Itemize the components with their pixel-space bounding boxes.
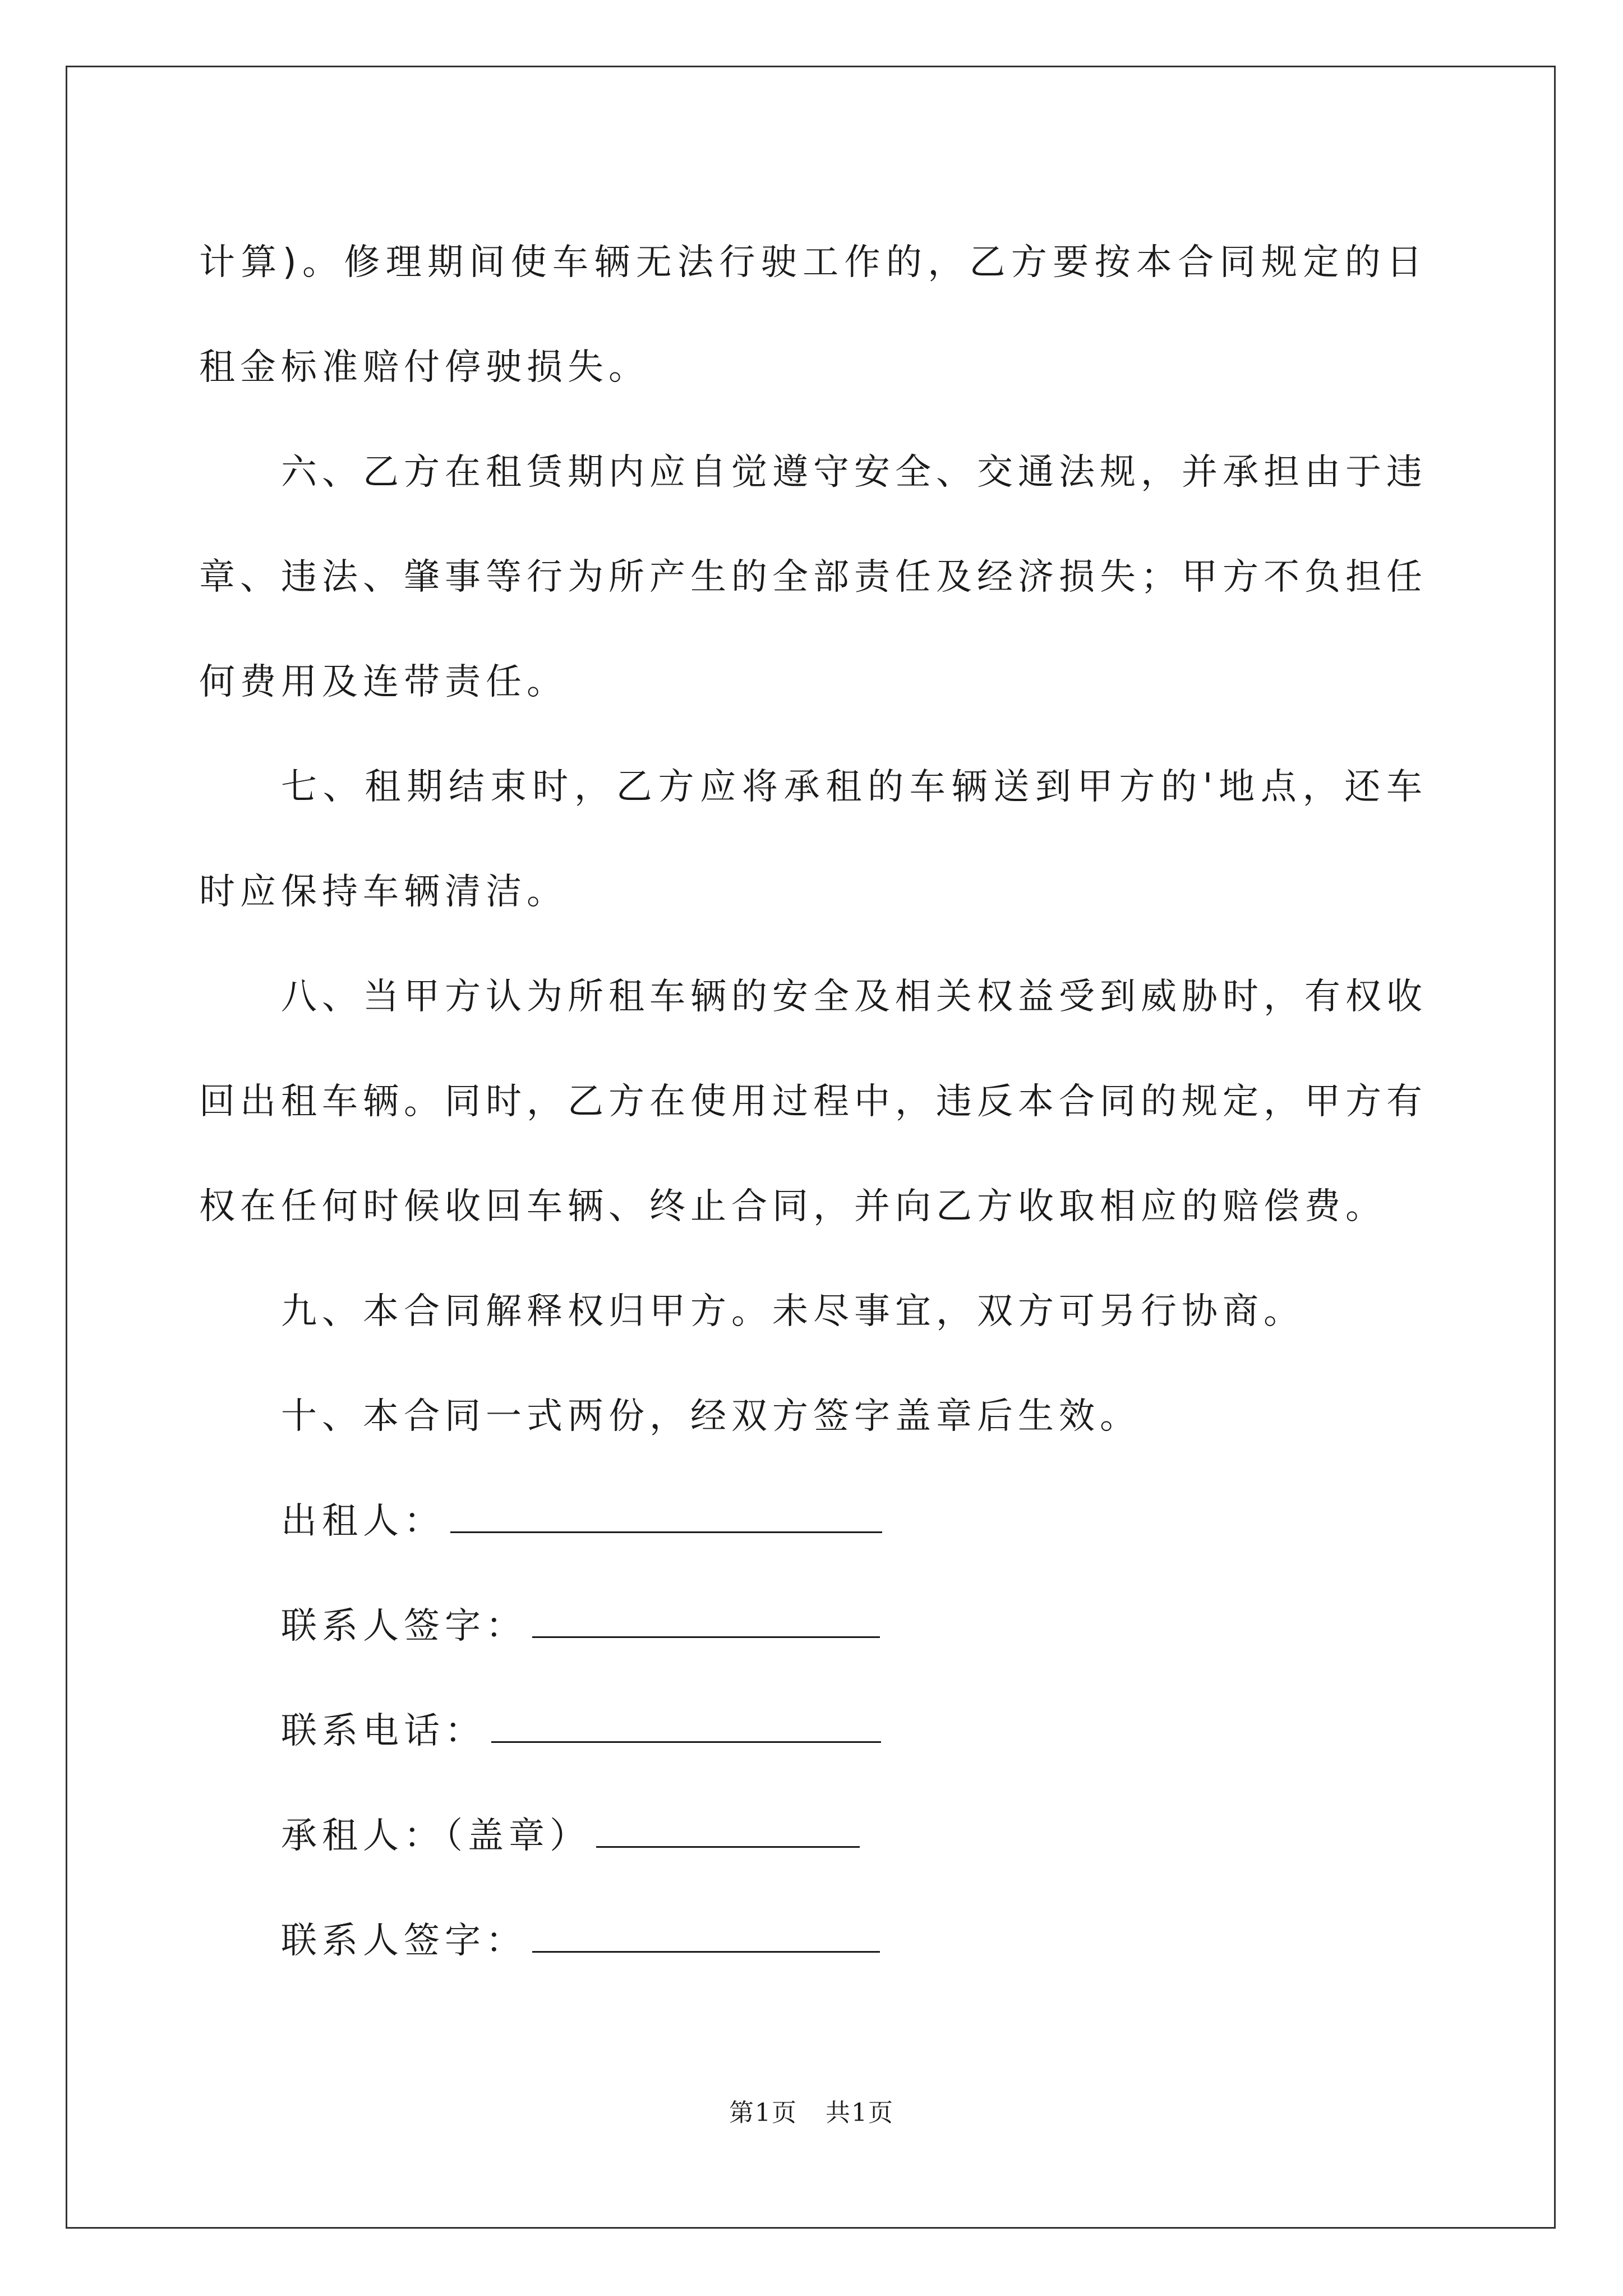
signature-blank[interactable]: [450, 1526, 882, 1533]
signature-label: 联系人签字：: [281, 1920, 527, 1962]
document-body: [199, 210, 1427, 1994]
signature-line-phone: [199, 1679, 1427, 1784]
signature-blank[interactable]: [532, 1631, 880, 1638]
signature-line-lessor: [199, 1469, 1427, 1574]
paragraph-clause-7: 七、租期结束时，乙方应将承租的车辆送到甲方的'地点，还车时应保持车辆清洁。: [199, 766, 1427, 913]
paragraph-clause-10: 十、本合同一式两份，经双方签字盖章后生效。: [281, 1396, 1141, 1437]
signature-blank[interactable]: [596, 1841, 860, 1848]
signature-line-lessee-contact: [199, 1889, 1427, 1994]
signature-label: 出租人：: [281, 1501, 445, 1542]
signature-label: 联系电话：: [281, 1710, 486, 1752]
paragraph-repair-clause: 计算)。修理期间使车辆无法行驶工作的，乙方要按本合同规定的日租金标准赔付停驶损失。: [199, 242, 1427, 388]
signature-label: 联系人签字：: [281, 1605, 527, 1647]
page-footer: [0, 2092, 1623, 2128]
signature-line-lessor-contact: [199, 1574, 1427, 1679]
paragraph-clause-9: 九、本合同解释权归甲方。未尽事宜，双方可另行协商。: [281, 1291, 1304, 1332]
signature-blank[interactable]: [532, 1945, 880, 1953]
signature-blank[interactable]: [491, 1736, 881, 1743]
paragraph-clause-8: 八、当甲方认为所租车辆的安全及相关权益受到威胁时，有权收回出租车辆。同时，乙方在使用过程中，违反本合同的规定，甲方有权在任何时候收回车辆、终止合同，并向乙方收取相应的赔偿费。: [199, 976, 1427, 1227]
page-number: 第1页: [729, 2099, 797, 2127]
paragraph-clause-6: 六、乙方在租赁期内应自觉遵守安全、交通法规，并承担由于违章、违法、肇事等行为所产生的全部责任及经济损失；甲方不负担任何费用及连带责任。: [199, 452, 1427, 703]
page-total: 共1页: [826, 2099, 894, 2127]
signature-label: 承租人：（盖章）: [281, 1815, 591, 1857]
signature-line-lessee: [199, 1784, 1427, 1889]
